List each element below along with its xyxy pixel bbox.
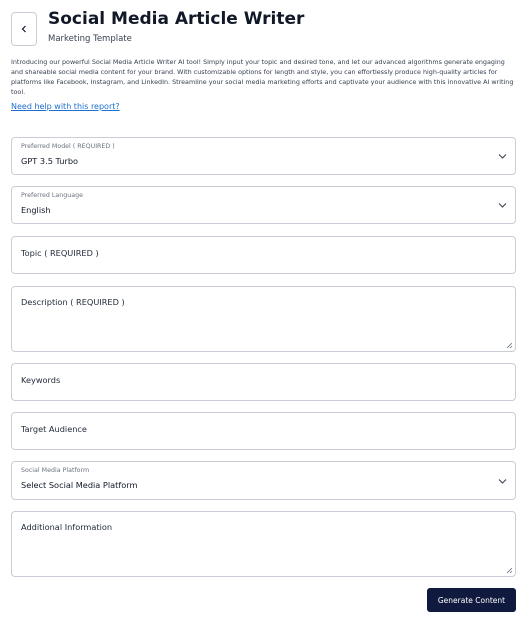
social-media-platform-label: Social Media Platform bbox=[21, 467, 90, 474]
chevron-down-icon bbox=[498, 477, 507, 485]
back-button[interactable] bbox=[11, 12, 37, 46]
resize-handle-icon[interactable] bbox=[505, 341, 513, 349]
preferred-language-value: English bbox=[21, 205, 51, 215]
social-media-platform-select[interactable] bbox=[11, 461, 516, 500]
preferred-language-select[interactable] bbox=[11, 186, 516, 224]
help-link[interactable]: Need help with this report? bbox=[11, 102, 120, 111]
page-subtitle: Marketing Template bbox=[48, 34, 132, 44]
resize-handle-icon[interactable] bbox=[505, 566, 513, 574]
chevron-down-icon bbox=[498, 201, 507, 209]
intro-text: Introducing our powerful Social Media Article Writer AI tool! Simply input your topic and desired tone, and let our advanced algorithms generate engaging and shareable social media content for your brand. With customizable options for length and style, you can effortlessly produce high-quality articles for platforms like Facebook, Instagram, and LinkedIn. Streamline your social media marketing efforts and captivate your audience with this innovative AI writing tool. bbox=[11, 58, 514, 96]
description-textarea[interactable] bbox=[11, 286, 516, 352]
additional-information-textarea[interactable] bbox=[11, 511, 516, 577]
keywords-input[interactable] bbox=[11, 363, 516, 401]
chevron-left-icon bbox=[20, 25, 28, 33]
preferred-model-value: GPT 3.5 Turbo bbox=[21, 156, 79, 166]
target-audience-input[interactable] bbox=[11, 412, 516, 450]
description-placeholder: Description ( REQUIRED ) bbox=[21, 297, 125, 307]
generate-content-button[interactable]: Generate Content bbox=[427, 588, 516, 612]
preferred-model-label: Preferred Model ( REQUIRED ) bbox=[21, 143, 115, 150]
preferred-model-select[interactable] bbox=[11, 137, 516, 175]
keywords-placeholder: Keywords bbox=[21, 375, 61, 385]
page-title: Social Media Article Writer bbox=[48, 9, 305, 29]
topic-placeholder: Topic ( REQUIRED ) bbox=[21, 248, 99, 258]
preferred-language-label: Preferred Language bbox=[21, 192, 83, 199]
chevron-down-icon bbox=[498, 152, 507, 160]
target-audience-placeholder: Target Audience bbox=[21, 424, 87, 434]
additional-information-placeholder: Additional Information bbox=[21, 522, 113, 532]
topic-input[interactable] bbox=[11, 236, 516, 274]
social-media-platform-value: Select Social Media Platform bbox=[21, 480, 138, 490]
